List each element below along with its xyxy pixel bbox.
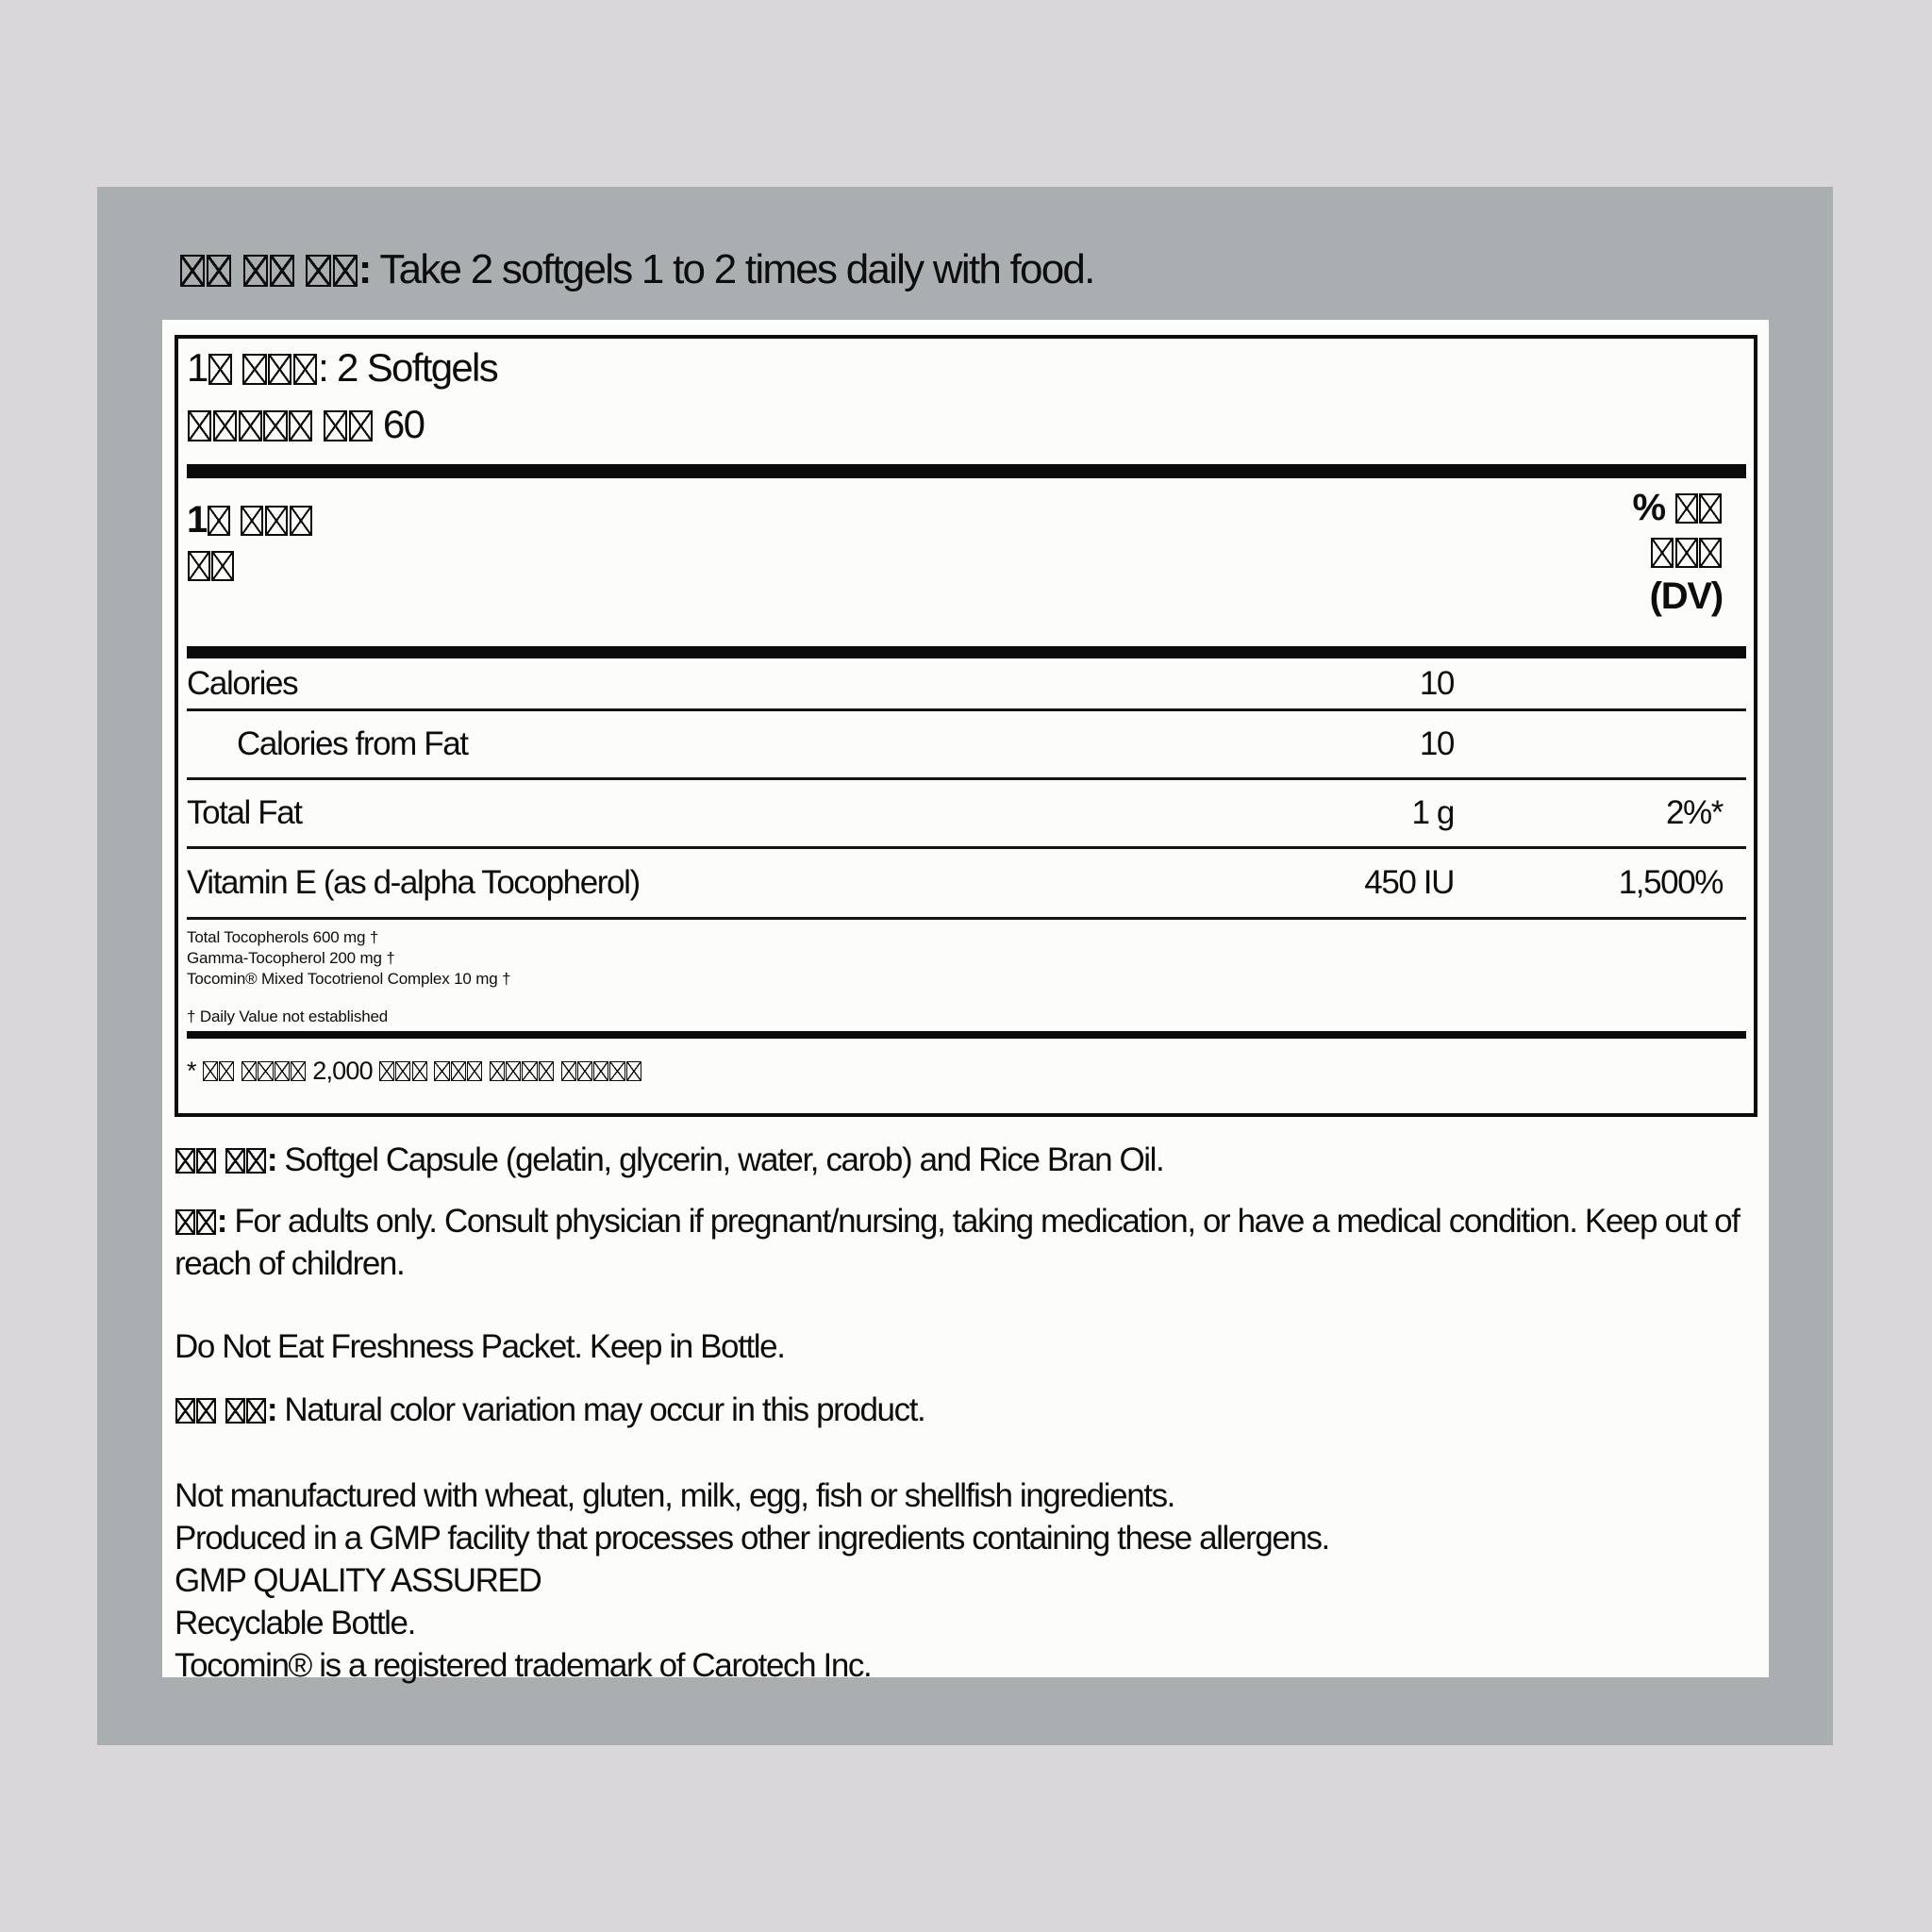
directions-line xyxy=(179,245,1094,294)
table-row xyxy=(187,711,1746,780)
row-amount: 10 xyxy=(1419,725,1454,762)
sub-ingredients-block xyxy=(187,927,1746,990)
row-dv: 2%* xyxy=(1665,794,1723,831)
daily-value-note: † Daily Value not established xyxy=(187,1008,389,1025)
calorie-diet-footnote: * 2,000 xyxy=(187,1055,1746,1087)
row-name: Calories xyxy=(187,664,298,702)
footer-line: Not manufactured with wheat, gluten, milk, egg, fish or shellfish ingredients. xyxy=(175,1477,1175,1514)
color-note-paragraph xyxy=(175,1389,1757,1431)
amount-per-serving-header xyxy=(187,497,312,588)
dv-header-line2 xyxy=(1633,530,1723,575)
table-row xyxy=(187,780,1746,849)
percent-daily-value-header xyxy=(1633,486,1746,619)
header-thick-rule xyxy=(187,646,1746,658)
row-amount: 450 IU xyxy=(1364,864,1454,901)
ingredients-prefix: : xyxy=(175,1141,276,1178)
label-body-panel xyxy=(162,320,1769,1684)
row-amount: 10 xyxy=(1419,664,1454,702)
directions-prefix: : xyxy=(179,246,371,292)
serving-size-line: 1 : 2 Softgels xyxy=(187,345,498,390)
caution-paragraph xyxy=(175,1200,1757,1285)
row-name: Calories from Fat xyxy=(237,725,468,762)
footer-line: Tocomin® is a registered trademark of Carotech Inc. xyxy=(175,1647,872,1684)
directions-text: Take 2 softgels 1 to 2 times daily with food. xyxy=(379,246,1094,292)
dv-header-line1: % xyxy=(1633,486,1723,530)
row-dv: 1,500% xyxy=(1618,864,1723,901)
top-thick-rule xyxy=(187,464,1746,478)
ingredients-text: Softgel Capsule (gelatin, glycerin, water, carob) and Rice Bran Oil. xyxy=(276,1141,1164,1178)
sub-ingredient-line: Total Tocopherols 600 mg † xyxy=(187,928,379,946)
sub-ingredient-line: Gamma-Tocopherol 200 mg † xyxy=(187,949,395,967)
footer-block xyxy=(175,1474,1757,1687)
caution-text: For adults only. Consult physician if pregnant/nursing, taking medication, or have a medical condition. Keep out of reach of children. xyxy=(175,1203,1740,1282)
amount-header-line1: 1 xyxy=(187,497,312,542)
sub-ingredient-line: Tocomin® Mixed Tocotrienol Complex 10 mg † xyxy=(187,970,511,988)
bottom-thick-rule xyxy=(187,1031,1746,1039)
facts-header-row xyxy=(187,478,1746,619)
color-note-text: Natural color variation may occur in this product. xyxy=(276,1391,925,1428)
servings-per-container-line: 60 xyxy=(187,401,1746,448)
label-background-panel xyxy=(97,187,1833,1745)
supplement-facts-panel xyxy=(175,335,1757,1117)
footer-line: GMP QUALITY ASSURED xyxy=(175,1562,541,1599)
table-row xyxy=(187,658,1746,711)
row-name: Total Fat xyxy=(187,794,302,831)
table-row xyxy=(187,849,1746,920)
freshness-paragraph: Do Not Eat Freshness Packet. Keep in Bottle. xyxy=(175,1328,785,1365)
dv-header-line3: (DV) xyxy=(1649,575,1723,617)
footer-line: Produced in a GMP facility that processes other ingredients containing these allergens. xyxy=(175,1520,1329,1557)
amount-header-line2 xyxy=(187,542,312,588)
row-amount: 1 g xyxy=(1411,794,1454,831)
footer-line: Recyclable Bottle. xyxy=(175,1605,415,1641)
row-name: Vitamin E (as d-alpha Tocopherol) xyxy=(187,864,640,901)
caution-prefix: : xyxy=(175,1203,226,1240)
ingredients-paragraph xyxy=(175,1139,1757,1181)
color-note-prefix: : xyxy=(175,1391,276,1428)
